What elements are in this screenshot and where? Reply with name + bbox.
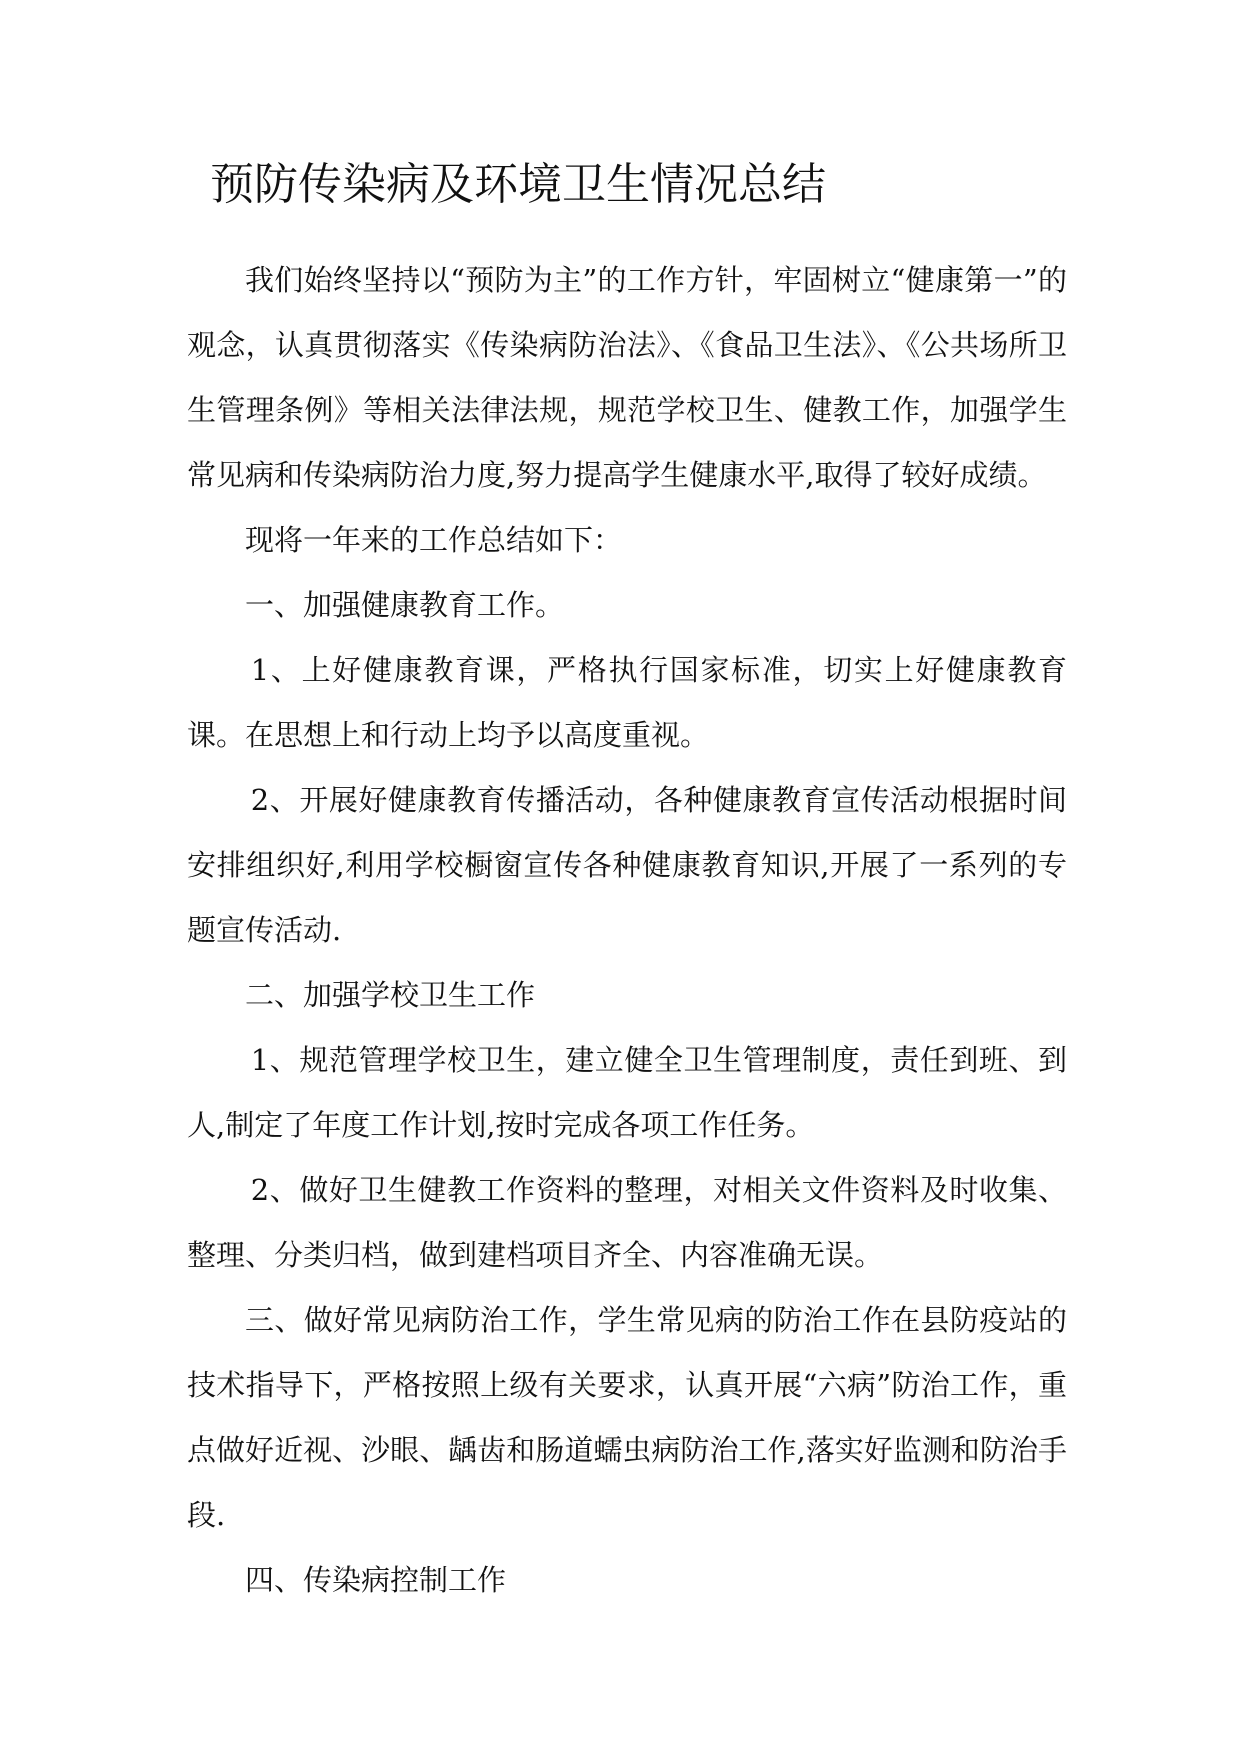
paragraph-hygiene-management: 1、规范管理学校卫生，建立健全卫生管理制度，责任到班、到人,制定了年度工作计划,按时完成各项工作任务。: [187, 1043, 1067, 1142]
document-body: [187, 248, 1067, 1613]
section-common-disease-prevention: 三、做好常见病防治工作，学生常见病的防治工作在县防疫站的技术指导下，严格按照上级有关要求，认真开展“六病”防治工作，重点做好近视、沙眼、龋齿和肠道蠕虫病防治工作,落实好监测和防治手段.: [187, 1303, 1067, 1532]
paragraph-health-class: 1、上好健康教育课，严格执行国家标准，切实上好健康教育课。在思想上和行动上均予以高度重视。: [187, 653, 1067, 752]
paragraph-health-campaign: 2、开展好健康教育传播活动，各种健康教育宣传活动根据时间安排组织好,利用学校橱窗宣传各种健康教育知识,开展了一系列的专题宣传活动.: [187, 783, 1067, 947]
paragraph-records: 2、做好卫生健教工作资料的整理，对相关文件资料及时收集、整理、分类归档，做到建档项目齐全、内容准确无误。: [187, 1173, 1067, 1272]
section-heading-school-hygiene: 二、加强学校卫生工作: [245, 978, 536, 1012]
section-heading-infectious-disease-control: 四、传染病控制工作: [245, 1563, 507, 1597]
section-heading-health-education: 一、加强健康教育工作。: [245, 588, 565, 622]
paragraph-intro: 我们始终坚持以“预防为主”的工作方针，牢固树立“健康第一”的观念，认真贯彻落实《传染病防治法》、《食品卫生法》、《公共场所卫生管理条例》等相关法律法规，规范学校卫生、健教工作，加强学生常见病和传染病防治力度,努力提高学生健康水平,取得了较好成绩。: [187, 263, 1067, 492]
document-title: 预防传染病及环境卫生情况总结: [210, 159, 826, 210]
paragraph-summary-lead: 现将一年来的工作总结如下：: [245, 523, 623, 557]
